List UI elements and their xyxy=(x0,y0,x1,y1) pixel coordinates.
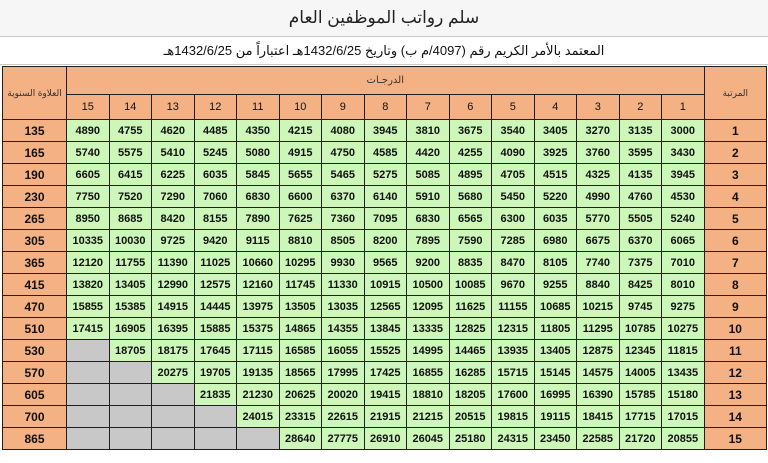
salary-cell: 14465 xyxy=(449,340,492,362)
salary-cell: 3000 xyxy=(662,120,705,142)
salary-cell: 10295 xyxy=(279,252,322,274)
grade-number-cell: 15 xyxy=(67,95,110,120)
annual-raise-cell: 265 xyxy=(3,208,67,230)
salary-cell: 3945 xyxy=(662,164,705,186)
salary-cell: 5080 xyxy=(237,142,280,164)
salary-cell: 5245 xyxy=(194,142,237,164)
salary-cell: 3925 xyxy=(534,142,577,164)
salary-cell: 7375 xyxy=(619,252,662,274)
grade-number-cell: 10 xyxy=(279,95,322,120)
salary-cell: 15785 xyxy=(619,384,662,406)
salary-cell: 23450 xyxy=(534,428,577,450)
annual-raise-cell: 135 xyxy=(3,120,67,142)
salary-cell: 8420 xyxy=(152,208,195,230)
salary-cell: 10215 xyxy=(577,296,620,318)
salary-cell: 4080 xyxy=(322,120,365,142)
salary-cell: 4750 xyxy=(322,142,365,164)
salary-cell: 27775 xyxy=(322,428,365,450)
salary-cell: 15145 xyxy=(534,362,577,384)
salary-cell: 19415 xyxy=(364,384,407,406)
salary-cell: 14575 xyxy=(577,362,620,384)
salary-cell: 8470 xyxy=(492,252,535,274)
salary-cell: 3405 xyxy=(534,120,577,142)
table-row xyxy=(3,252,767,274)
empty-cell xyxy=(67,384,110,406)
salary-cell: 12095 xyxy=(407,296,450,318)
salary-cell: 8155 xyxy=(194,208,237,230)
salary-cell: 7890 xyxy=(237,208,280,230)
salary-cell: 7095 xyxy=(364,208,407,230)
table-row xyxy=(3,142,767,164)
salary-cell: 6830 xyxy=(407,208,450,230)
salary-cell: 4135 xyxy=(619,164,662,186)
salary-cell: 13975 xyxy=(237,296,280,318)
salary-cell: 8105 xyxy=(534,252,577,274)
salary-cell: 12575 xyxy=(194,274,237,296)
salary-cell: 11805 xyxy=(534,318,577,340)
salary-cell: 20020 xyxy=(322,384,365,406)
table-row xyxy=(3,318,767,340)
salary-cell: 13935 xyxy=(492,340,535,362)
salary-cell: 24015 xyxy=(237,406,280,428)
salary-cell: 6225 xyxy=(152,164,195,186)
salary-cell: 26045 xyxy=(407,428,450,450)
salary-cell: 6370 xyxy=(619,230,662,252)
salary-cell: 6605 xyxy=(67,164,110,186)
rank-cell: 1 xyxy=(704,120,767,142)
salary-cell: 26910 xyxy=(364,428,407,450)
annual-raise-cell: 190 xyxy=(3,164,67,186)
salary-cell: 13405 xyxy=(534,340,577,362)
salary-cell: 8200 xyxy=(364,230,407,252)
annual-raise-cell: 365 xyxy=(3,252,67,274)
annual-raise-header: العلاوة السنوية xyxy=(3,67,67,120)
salary-cell: 18810 xyxy=(407,384,450,406)
salary-cell: 5220 xyxy=(534,186,577,208)
salary-cell: 3270 xyxy=(577,120,620,142)
salary-cell: 15180 xyxy=(662,384,705,406)
salary-cell: 9725 xyxy=(152,230,195,252)
table-row xyxy=(3,120,767,142)
rank-cell: 15 xyxy=(704,428,767,450)
salary-cell: 5655 xyxy=(279,164,322,186)
salary-cell: 11330 xyxy=(322,274,365,296)
salary-cell: 13035 xyxy=(322,296,365,318)
grade-number-cell: 8 xyxy=(364,95,407,120)
annual-raise-cell: 570 xyxy=(3,362,67,384)
rank-cell: 5 xyxy=(704,208,767,230)
salary-cell: 9565 xyxy=(364,252,407,274)
salary-cell: 3595 xyxy=(619,142,662,164)
salary-cell: 20625 xyxy=(279,384,322,406)
salary-cell: 10335 xyxy=(67,230,110,252)
salary-cell: 3430 xyxy=(662,142,705,164)
salary-cell: 4895 xyxy=(449,164,492,186)
salary-cell: 7740 xyxy=(577,252,620,274)
salary-cell: 4530 xyxy=(662,186,705,208)
rank-cell: 14 xyxy=(704,406,767,428)
salary-cell: 8425 xyxy=(619,274,662,296)
salary-cell: 20515 xyxy=(449,406,492,428)
salary-cell: 14915 xyxy=(152,296,195,318)
empty-cell xyxy=(67,428,110,450)
grade-number-cell: 5 xyxy=(492,95,535,120)
table-row xyxy=(3,340,767,362)
salary-cell: 9670 xyxy=(492,274,535,296)
salary-cell: 11755 xyxy=(109,252,152,274)
salary-cell: 16390 xyxy=(577,384,620,406)
salary-cell: 17115 xyxy=(237,340,280,362)
salary-cell: 28640 xyxy=(279,428,322,450)
table-row xyxy=(3,164,767,186)
salary-cell: 8685 xyxy=(109,208,152,230)
annual-raise-cell: 230 xyxy=(3,186,67,208)
salary-cell: 3675 xyxy=(449,120,492,142)
salary-cell: 6140 xyxy=(364,186,407,208)
salary-cell: 5910 xyxy=(407,186,450,208)
header-row-top xyxy=(3,67,767,95)
salary-cell: 15375 xyxy=(237,318,280,340)
salary-cell: 8950 xyxy=(67,208,110,230)
salary-cell: 22615 xyxy=(322,406,365,428)
salary-cell: 6565 xyxy=(449,208,492,230)
empty-cell xyxy=(109,362,152,384)
salary-cell: 11295 xyxy=(577,318,620,340)
salary-cell: 10660 xyxy=(237,252,280,274)
salary-cell: 10785 xyxy=(619,318,662,340)
annual-raise-cell: 165 xyxy=(3,142,67,164)
salary-cell: 12825 xyxy=(449,318,492,340)
grade-number-cell: 9 xyxy=(322,95,365,120)
salary-cell: 11025 xyxy=(194,252,237,274)
empty-cell xyxy=(194,428,237,450)
rank-cell: 9 xyxy=(704,296,767,318)
grade-number-cell: 2 xyxy=(619,95,662,120)
page-title: سلم رواتب الموظفين العام xyxy=(0,0,768,37)
salary-cell: 16855 xyxy=(407,362,450,384)
salary-cell: 4325 xyxy=(577,164,620,186)
salary-cell: 4255 xyxy=(449,142,492,164)
salary-cell: 14355 xyxy=(322,318,365,340)
salary-cell: 5740 xyxy=(67,142,110,164)
salary-cell: 17600 xyxy=(492,384,535,406)
rank-cell: 12 xyxy=(704,362,767,384)
salary-cell: 5770 xyxy=(577,208,620,230)
salary-cell: 15715 xyxy=(492,362,535,384)
salary-cell: 11155 xyxy=(492,296,535,318)
table-row xyxy=(3,230,767,252)
salary-cell: 16395 xyxy=(152,318,195,340)
grade-number-cell: 4 xyxy=(534,95,577,120)
empty-cell xyxy=(152,428,195,450)
salary-cell: 13405 xyxy=(109,274,152,296)
salary-cell: 6035 xyxy=(534,208,577,230)
salary-cell: 12160 xyxy=(237,274,280,296)
salary-cell: 15885 xyxy=(194,318,237,340)
annual-raise-cell: 530 xyxy=(3,340,67,362)
salary-cell: 15385 xyxy=(109,296,152,318)
salary-cell: 3540 xyxy=(492,120,535,142)
salary-cell: 5450 xyxy=(492,186,535,208)
salary-cell: 4705 xyxy=(492,164,535,186)
salary-cell: 7895 xyxy=(407,230,450,252)
empty-cell xyxy=(67,362,110,384)
salary-cell: 5845 xyxy=(237,164,280,186)
salary-cell: 11390 xyxy=(152,252,195,274)
grade-number-cell: 11 xyxy=(237,95,280,120)
salary-cell: 12990 xyxy=(152,274,195,296)
salary-cell: 5410 xyxy=(152,142,195,164)
salary-cell: 4755 xyxy=(109,120,152,142)
empty-cell xyxy=(237,428,280,450)
salary-cell: 6980 xyxy=(534,230,577,252)
salary-cell: 12345 xyxy=(619,340,662,362)
salary-cell: 3760 xyxy=(577,142,620,164)
salary-cell: 14995 xyxy=(407,340,450,362)
salary-cell: 22585 xyxy=(577,428,620,450)
salary-cell: 9930 xyxy=(322,252,365,274)
salary-cell: 12875 xyxy=(577,340,620,362)
salary-cell: 4890 xyxy=(67,120,110,142)
salary-cell: 21720 xyxy=(619,428,662,450)
salary-cell: 7290 xyxy=(152,186,195,208)
empty-cell xyxy=(109,384,152,406)
annual-raise-cell: 865 xyxy=(3,428,67,450)
salary-cell: 24315 xyxy=(492,428,535,450)
salary-cell: 6065 xyxy=(662,230,705,252)
salary-cell: 4990 xyxy=(577,186,620,208)
salary-cell: 13505 xyxy=(279,296,322,318)
salary-cell: 10915 xyxy=(364,274,407,296)
salary-cell: 9275 xyxy=(662,296,705,318)
empty-cell xyxy=(194,406,237,428)
salary-cell: 14865 xyxy=(279,318,322,340)
salary-cell: 4485 xyxy=(194,120,237,142)
salary-cell: 4620 xyxy=(152,120,195,142)
salary-cell: 23315 xyxy=(279,406,322,428)
salary-cell: 10275 xyxy=(662,318,705,340)
salary-cell: 15525 xyxy=(364,340,407,362)
salary-cell: 12120 xyxy=(67,252,110,274)
salary-cell: 17415 xyxy=(67,318,110,340)
rank-cell: 2 xyxy=(704,142,767,164)
salary-cell: 4215 xyxy=(279,120,322,142)
salary-cell: 10500 xyxy=(407,274,450,296)
salary-cell: 7625 xyxy=(279,208,322,230)
salary-cell: 17995 xyxy=(322,362,365,384)
rank-cell: 4 xyxy=(704,186,767,208)
salary-cell: 5505 xyxy=(619,208,662,230)
salary-cell: 7590 xyxy=(449,230,492,252)
salary-cell: 16055 xyxy=(322,340,365,362)
rank-cell: 8 xyxy=(704,274,767,296)
salary-cell: 18705 xyxy=(109,340,152,362)
empty-cell xyxy=(109,406,152,428)
salary-cell: 7520 xyxy=(109,186,152,208)
empty-cell xyxy=(152,384,195,406)
salary-cell: 3810 xyxy=(407,120,450,142)
salary-cell: 9115 xyxy=(237,230,280,252)
salary-cell: 5465 xyxy=(322,164,365,186)
salary-cell: 12315 xyxy=(492,318,535,340)
grade-number-cell: 12 xyxy=(194,95,237,120)
salary-cell: 4760 xyxy=(619,186,662,208)
grade-number-cell: 6 xyxy=(449,95,492,120)
salary-cell: 14005 xyxy=(619,362,662,384)
salary-cell: 14445 xyxy=(194,296,237,318)
rank-cell: 13 xyxy=(704,384,767,406)
salary-cell: 16995 xyxy=(534,384,577,406)
salary-cell: 20855 xyxy=(662,428,705,450)
annual-raise-cell: 470 xyxy=(3,296,67,318)
salary-cell: 8810 xyxy=(279,230,322,252)
salary-cell: 6675 xyxy=(577,230,620,252)
salary-cell: 21215 xyxy=(407,406,450,428)
salary-cell: 9745 xyxy=(619,296,662,318)
salary-cell: 10030 xyxy=(109,230,152,252)
salary-cell: 9200 xyxy=(407,252,450,274)
salary-cell: 19115 xyxy=(534,406,577,428)
grade-number-cell: 14 xyxy=(109,95,152,120)
salary-cell: 25180 xyxy=(449,428,492,450)
salary-cell: 10085 xyxy=(449,274,492,296)
salary-cell: 18175 xyxy=(152,340,195,362)
salary-cell: 13820 xyxy=(67,274,110,296)
salary-cell: 8010 xyxy=(662,274,705,296)
salary-cell: 16905 xyxy=(109,318,152,340)
salary-cell: 18565 xyxy=(279,362,322,384)
salary-cell: 4585 xyxy=(364,142,407,164)
salary-cell: 18415 xyxy=(577,406,620,428)
salary-cell: 5680 xyxy=(449,186,492,208)
rank-cell: 10 xyxy=(704,318,767,340)
salary-cell: 11815 xyxy=(662,340,705,362)
salary-cell: 21835 xyxy=(194,384,237,406)
empty-cell xyxy=(67,340,110,362)
salary-cell: 21230 xyxy=(237,384,280,406)
annual-raise-cell: 415 xyxy=(3,274,67,296)
salary-cell: 13435 xyxy=(662,362,705,384)
salary-table xyxy=(2,66,767,450)
table-row xyxy=(3,208,767,230)
grade-number-cell: 13 xyxy=(152,95,195,120)
salary-cell: 3135 xyxy=(619,120,662,142)
salary-cell: 4915 xyxy=(279,142,322,164)
rank-cell: 3 xyxy=(704,164,767,186)
salary-cell: 15855 xyxy=(67,296,110,318)
salary-cell: 16585 xyxy=(279,340,322,362)
salary-cell: 13335 xyxy=(407,318,450,340)
salary-cell: 10685 xyxy=(534,296,577,318)
salary-cell: 6300 xyxy=(492,208,535,230)
salary-cell: 13845 xyxy=(364,318,407,340)
salary-cell: 17425 xyxy=(364,362,407,384)
salary-cell: 6600 xyxy=(279,186,322,208)
rank-header: المرتبة xyxy=(704,67,767,120)
rank-cell: 6 xyxy=(704,230,767,252)
empty-cell xyxy=(67,406,110,428)
salary-cell: 11625 xyxy=(449,296,492,318)
salary-cell: 6035 xyxy=(194,164,237,186)
salary-cell: 18205 xyxy=(449,384,492,406)
salary-cell: 19815 xyxy=(492,406,535,428)
salary-cell: 7750 xyxy=(67,186,110,208)
salary-cell: 20275 xyxy=(152,362,195,384)
grades-header: الدرجـات xyxy=(67,67,705,95)
empty-cell xyxy=(109,428,152,450)
salary-cell: 7360 xyxy=(322,208,365,230)
salary-cell: 4420 xyxy=(407,142,450,164)
salary-cell: 7060 xyxy=(194,186,237,208)
table-row xyxy=(3,428,767,450)
salary-cell: 6830 xyxy=(237,186,280,208)
salary-cell: 8840 xyxy=(577,274,620,296)
table-row xyxy=(3,406,767,428)
salary-cell: 12565 xyxy=(364,296,407,318)
salary-cell: 19135 xyxy=(237,362,280,384)
annual-raise-cell: 605 xyxy=(3,384,67,406)
salary-cell: 7285 xyxy=(492,230,535,252)
grade-number-cell: 7 xyxy=(407,95,450,120)
annual-raise-cell: 510 xyxy=(3,318,67,340)
table-row xyxy=(3,362,767,384)
annual-raise-cell: 700 xyxy=(3,406,67,428)
page-subtitle: المعتمد بالأمر الكريم رقم (4097/م ب) وتاريخ 1432/6/25هـ اعتباراً من 1432/6/25هـ xyxy=(0,37,768,65)
salary-cell: 3945 xyxy=(364,120,407,142)
salary-cell: 6415 xyxy=(109,164,152,186)
grade-number-cell: 1 xyxy=(662,95,705,120)
empty-cell xyxy=(152,406,195,428)
salary-cell: 9255 xyxy=(534,274,577,296)
salary-cell: 21915 xyxy=(364,406,407,428)
salary-cell: 6370 xyxy=(322,186,365,208)
table-row xyxy=(3,186,767,208)
rank-cell: 7 xyxy=(704,252,767,274)
salary-cell: 17715 xyxy=(619,406,662,428)
salary-cell: 17015 xyxy=(662,406,705,428)
salary-cell: 4515 xyxy=(534,164,577,186)
salary-cell: 8505 xyxy=(322,230,365,252)
salary-cell: 9420 xyxy=(194,230,237,252)
salary-cell: 17645 xyxy=(194,340,237,362)
annual-raise-cell: 305 xyxy=(3,230,67,252)
salary-cell: 7010 xyxy=(662,252,705,274)
table-row xyxy=(3,384,767,406)
rank-cell: 11 xyxy=(704,340,767,362)
salary-cell: 5575 xyxy=(109,142,152,164)
salary-cell: 5240 xyxy=(662,208,705,230)
salary-cell: 4350 xyxy=(237,120,280,142)
salary-cell: 16285 xyxy=(449,362,492,384)
salary-cell: 5085 xyxy=(407,164,450,186)
grade-number-cell: 3 xyxy=(577,95,620,120)
salary-cell: 8835 xyxy=(449,252,492,274)
salary-cell: 19705 xyxy=(194,362,237,384)
table-row xyxy=(3,274,767,296)
salary-cell: 5275 xyxy=(364,164,407,186)
salary-cell: 4090 xyxy=(492,142,535,164)
salary-cell: 11745 xyxy=(279,274,322,296)
grade-numbers-row xyxy=(3,95,767,120)
table-row xyxy=(3,296,767,318)
